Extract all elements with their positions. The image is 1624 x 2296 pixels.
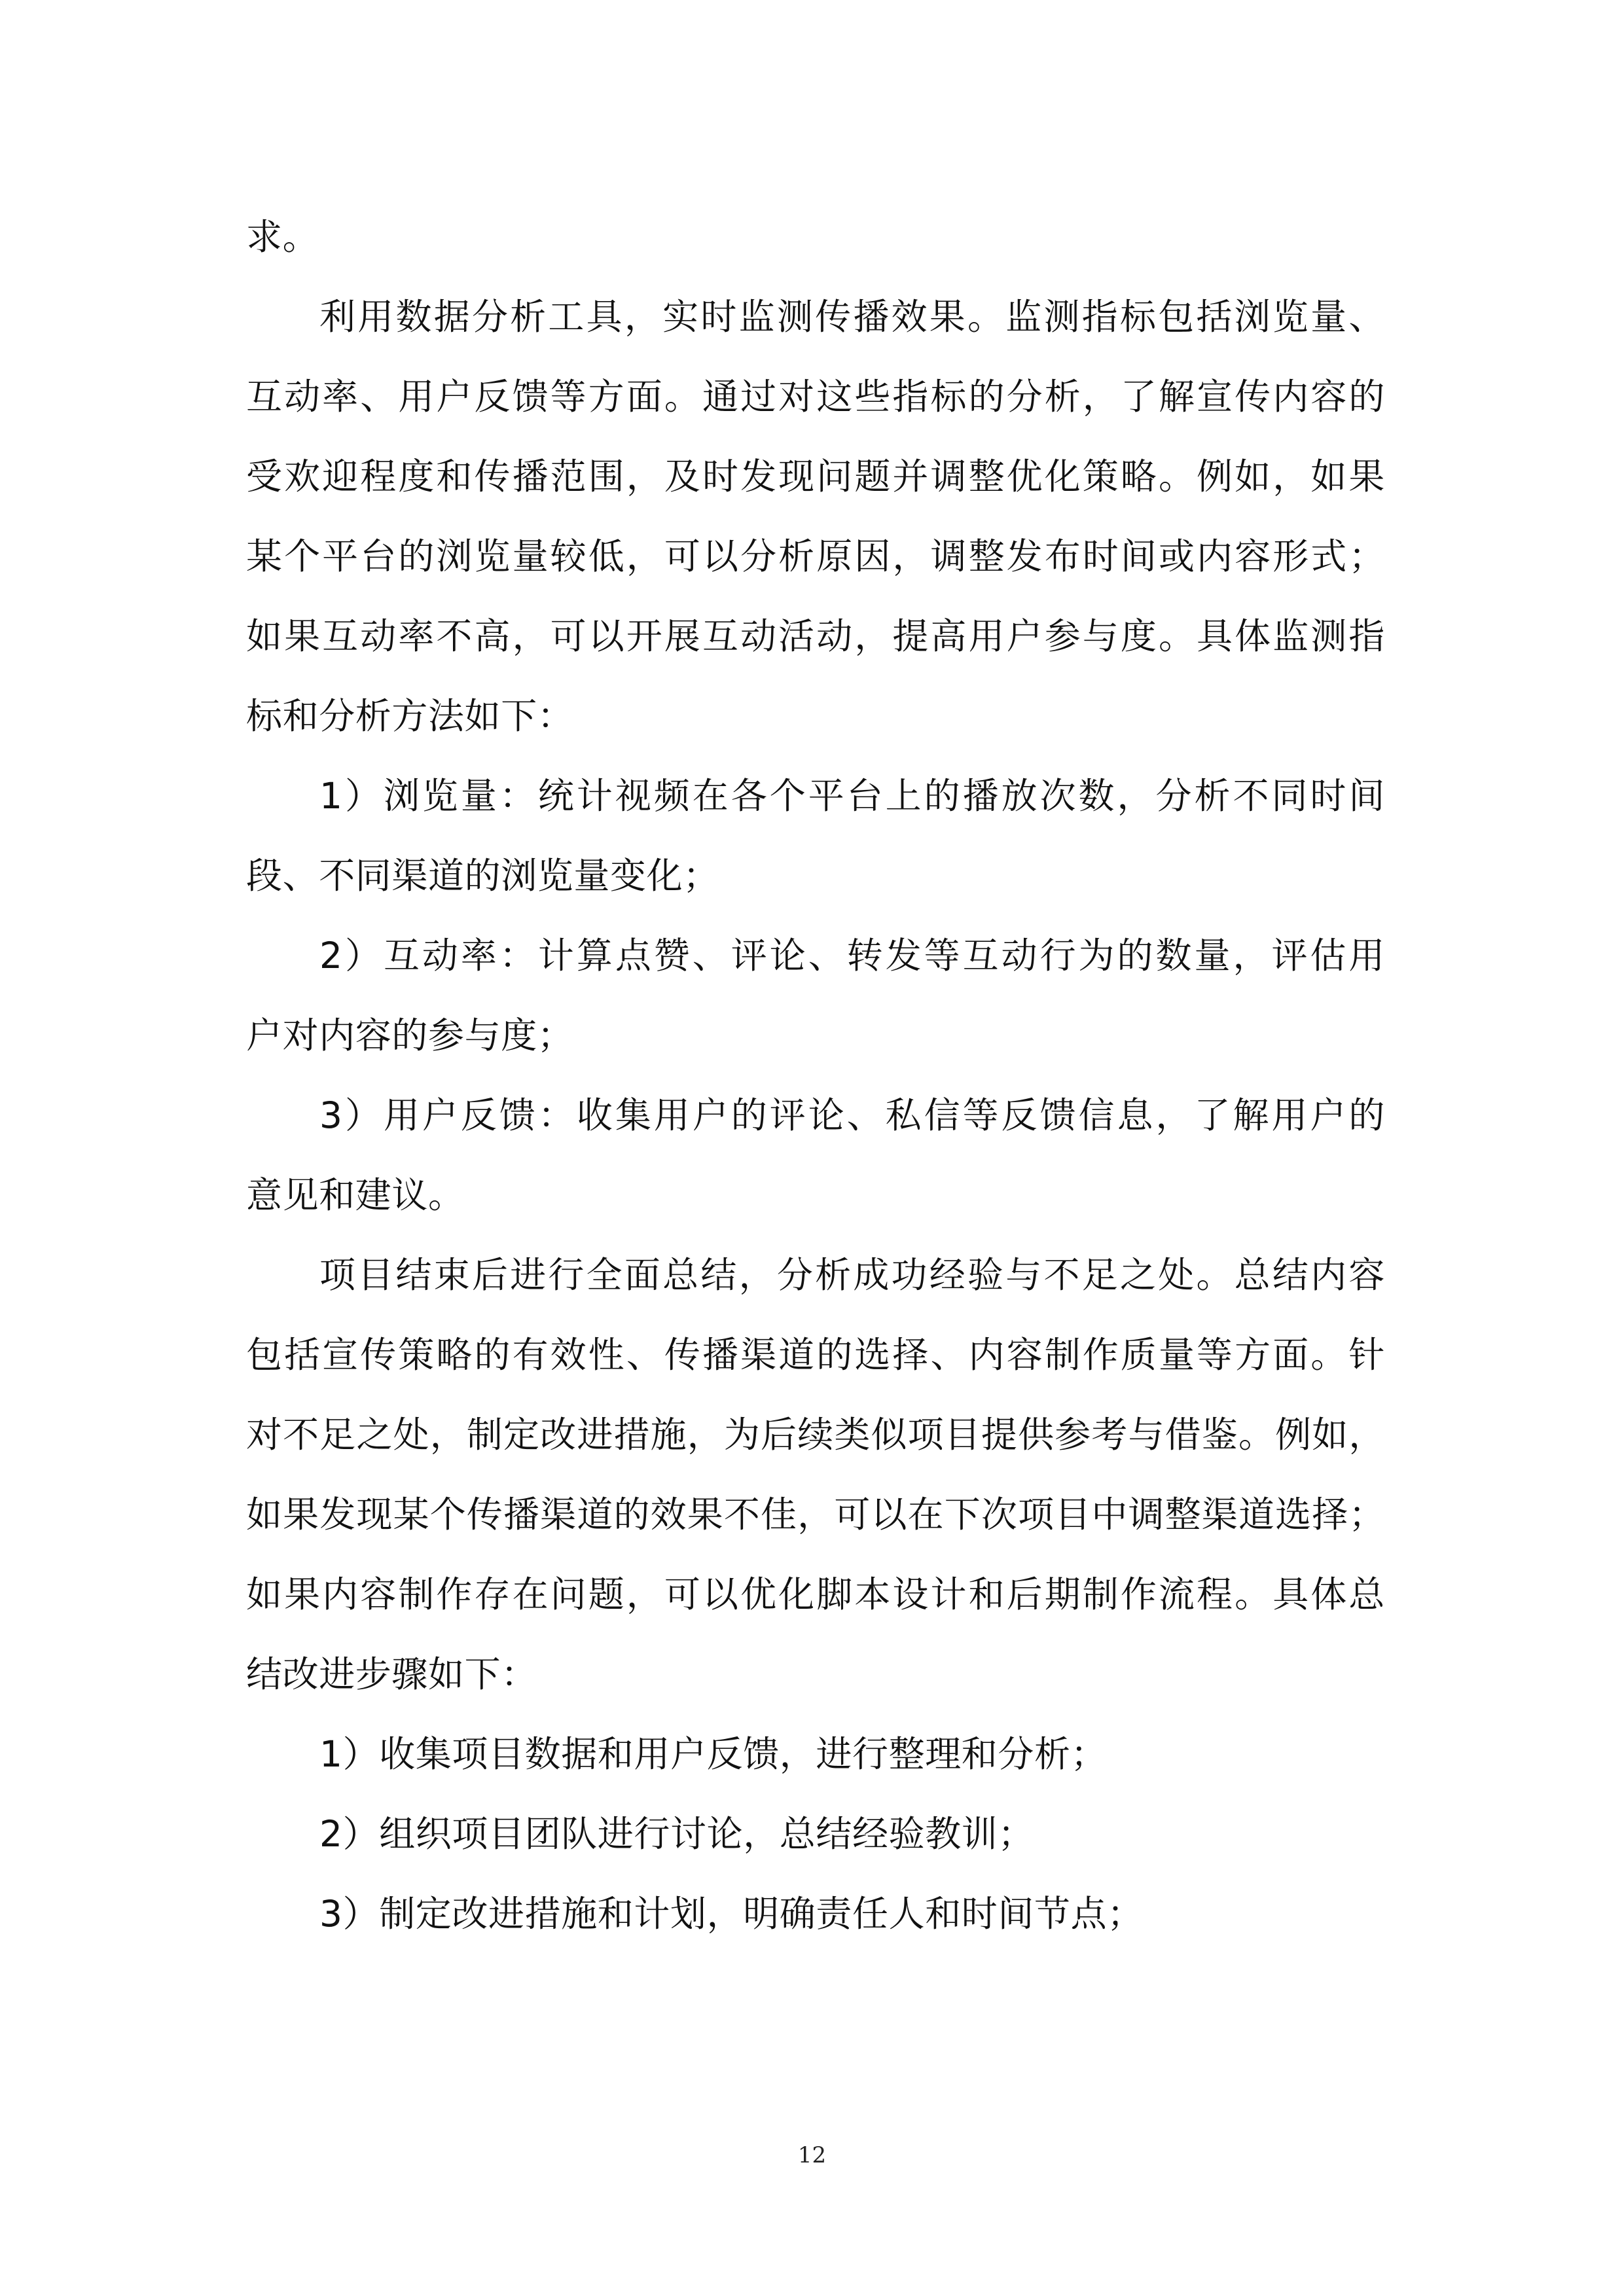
text-line-21: 2）组织项目团队进行讨论，总结经验教训； bbox=[319, 1813, 1034, 1855]
text-line-17: 如果发现某个传播渠道的效果不佳，可以在下次项目中调整渠道选择； bbox=[246, 1494, 1385, 1535]
text-line-22: 3）制定改进措施和计划，明确责任人和时间节点； bbox=[319, 1893, 1144, 1935]
text-line-6: 如果互动率不高，可以开展互动活动，提高用户参与度。具体监测指 bbox=[246, 615, 1385, 657]
text-line-16: 对不足之处，制定改进措施，为后续类似项目提供参考与借鉴。例如， bbox=[246, 1414, 1385, 1456]
text-line-20: 1）收集项目数据和用户反馈，进行整理和分析； bbox=[319, 1733, 1108, 1775]
text-line-10: 2）互动率：计算点赞、评论、转发等互动行为的数量，评估用 bbox=[319, 935, 1385, 977]
text-line-4: 受欢迎程度和传播范围，及时发现问题并调整优化策略。例如，如果 bbox=[246, 456, 1385, 497]
text-line-3: 互动率、用户反馈等方面。通过对这些指标的分析，了解宣传内容的 bbox=[246, 376, 1385, 418]
text-line-8: 1）浏览量：统计视频在各个平台上的播放次数，分析不同时间 bbox=[319, 775, 1385, 817]
text-line-9: 段、不同渠道的浏览量变化； bbox=[246, 855, 719, 897]
page-number: 12 bbox=[797, 2142, 827, 2168]
text-line-7: 标和分析方法如下： bbox=[246, 695, 574, 737]
text-line-2: 利用数据分析工具，实时监测传播效果。监测指标包括浏览量、 bbox=[319, 296, 1385, 338]
text-line-15: 包括宣传策略的有效性、传播渠道的选择、内容制作质量等方面。针 bbox=[246, 1334, 1385, 1376]
text-line-12: 3）用户反馈：收集用户的评论、私信等反馈信息，了解用户的 bbox=[319, 1094, 1385, 1136]
text-line-19: 结改进步骤如下： bbox=[246, 1653, 537, 1695]
text-line-1: 求。 bbox=[246, 216, 319, 258]
text-line-14: 项目结束后进行全面总结，分析成功经验与不足之处。总结内容 bbox=[319, 1254, 1385, 1296]
text-line-18: 如果内容制作存在问题，可以优化脚本设计和后期制作流程。具体总 bbox=[246, 1573, 1385, 1615]
text-line-11: 户对内容的参与度； bbox=[246, 1014, 574, 1056]
text-line-13: 意见和建议。 bbox=[246, 1174, 465, 1216]
text-line-5: 某个平台的浏览量较低，可以分析原因，调整发布时间或内容形式； bbox=[246, 535, 1385, 577]
